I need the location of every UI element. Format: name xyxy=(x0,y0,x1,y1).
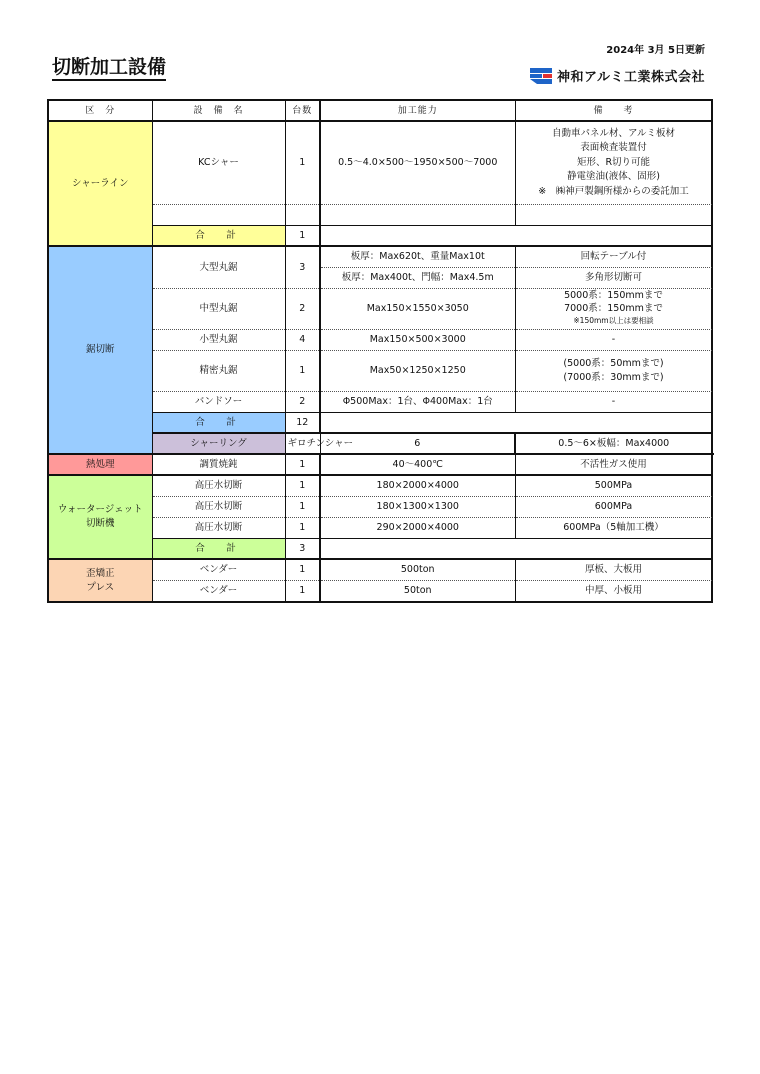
category-heat: 熱処理 xyxy=(48,454,152,475)
equipment-table xyxy=(47,99,713,603)
equipment-capacity: Max150×1550×3050 xyxy=(320,289,515,330)
category-press xyxy=(48,559,152,602)
equipment-count: 6 xyxy=(320,433,515,454)
empty-cell xyxy=(320,205,515,226)
equipment-capacity: 50ton xyxy=(320,581,515,603)
equipment-note: - xyxy=(515,392,712,413)
equipment-count: 1 xyxy=(285,518,320,539)
company-logo-block xyxy=(529,66,705,85)
equipment-capacity: 180×2000×4000 xyxy=(320,475,515,497)
equipment-capacity: 0.5～6×板幅：Max4000 xyxy=(515,433,712,454)
company-name: 神和アルミ工業株式会社 xyxy=(557,70,705,85)
equipment-count: 1 xyxy=(285,497,320,518)
empty-cell xyxy=(320,539,712,560)
total-label: 合 計 xyxy=(152,413,285,434)
total-label: 合 計 xyxy=(152,539,285,560)
equipment-count: 1 xyxy=(285,121,320,205)
equipment-note: 600MPa（5軸加工機） xyxy=(515,518,712,539)
category-line: ウォータージェット xyxy=(57,504,143,515)
equipment-name: 中型丸鋸 xyxy=(152,289,285,330)
equipment-capacity: 500ton xyxy=(320,559,515,581)
equipment-capacity: 290×2000×4000 xyxy=(320,518,515,539)
note-line: 5000系：150mmまで xyxy=(564,290,663,302)
empty-cell xyxy=(320,413,712,434)
empty-cell xyxy=(152,205,285,226)
equipment-count: 3 xyxy=(285,246,320,289)
empty-cell xyxy=(515,205,712,226)
equipment-note xyxy=(515,351,712,392)
category-line: 切断機 xyxy=(85,518,115,529)
equipment-name: 高圧水切断 xyxy=(152,497,285,518)
total-label: 合 計 xyxy=(152,226,285,247)
equipment-note: 600MPa xyxy=(515,497,712,518)
col-header-capacity: 加工能力 xyxy=(320,100,515,121)
equipment-name: バンドソー xyxy=(152,392,285,413)
category-waterjet xyxy=(48,475,152,559)
table-row xyxy=(48,246,712,268)
category-shearing: シャーリング xyxy=(152,433,285,454)
note-line: 自動車パネル材、アルミ板材 xyxy=(551,127,676,139)
empty-cell xyxy=(285,205,320,226)
col-header-notes: 備 考 xyxy=(515,100,712,121)
total-count: 12 xyxy=(285,413,320,434)
equipment-note xyxy=(515,289,712,330)
equipment-name: 精密丸鋸 xyxy=(152,351,285,392)
table-row xyxy=(48,559,712,581)
equipment-count: 1 xyxy=(285,454,320,475)
page-title: 切断加工設備 xyxy=(52,56,166,81)
equipment-name: ベンダー xyxy=(152,559,285,581)
equipment-count: 1 xyxy=(285,475,320,497)
empty-cell xyxy=(320,226,712,247)
total-count: 1 xyxy=(285,226,320,247)
equipment-note: - xyxy=(515,330,712,351)
equipment-count: 1 xyxy=(285,581,320,603)
table-row xyxy=(48,475,712,497)
equipment-capacity: 180×1300×1300 xyxy=(320,497,515,518)
equipment-count: 2 xyxy=(285,392,320,413)
equipment-note: 回転テーブル付 xyxy=(515,246,712,268)
equipment-name: 大型丸鋸 xyxy=(152,246,285,289)
note-line: 表面検査装置付 xyxy=(580,142,647,154)
equipment-note: 500MPa xyxy=(515,475,712,497)
note-line: 7000系：150mmまで xyxy=(564,302,663,314)
equipment-capacity: Φ500Max：1台、Φ400Max：1台 xyxy=(320,392,515,413)
equipment-count: 4 xyxy=(285,330,320,351)
col-header-category: 区 分 xyxy=(48,100,152,121)
equipment-count: 1 xyxy=(285,351,320,392)
note-line: 静電塗油(液体、固形) xyxy=(567,171,660,183)
equipment-name: 高圧水切断 xyxy=(152,475,285,497)
equipment-name: ベンダー xyxy=(152,581,285,603)
update-date: 2024年 3月 5日更新 xyxy=(606,45,705,56)
equipment-capacity: 0.5～4.0×500～1950×500～7000 xyxy=(320,121,515,205)
company-logo-icon xyxy=(529,67,553,85)
category-line: プレス xyxy=(86,581,115,593)
equipment-note: 厚板、大板用 xyxy=(515,559,712,581)
equipment-capacity: Max150×500×3000 xyxy=(320,330,515,351)
equipment-capacity: 板厚：Max620t、重量Max10t xyxy=(320,246,515,268)
equipment-capacity: 板厚：Max400t、門幅：Max4.5m xyxy=(320,268,515,289)
equipment-capacity: 40～400℃ xyxy=(320,454,515,475)
equipment-capacity: Max50×1250×1250 xyxy=(320,351,515,392)
table-row xyxy=(48,121,712,205)
col-header-equipment: 設 備 名 xyxy=(152,100,285,121)
equipment-note: 多角形切断可 xyxy=(515,268,712,289)
table-row xyxy=(48,454,712,475)
equipment-name: ギロチンシャー xyxy=(285,433,320,454)
equipment-name: 小型丸鋸 xyxy=(152,330,285,351)
note-line: (5000系：50mmまで) xyxy=(563,358,664,369)
table-header-row xyxy=(48,100,712,121)
note-line: ※150mm以上は要相談 xyxy=(573,316,654,326)
category-line: 歪矯正 xyxy=(85,567,115,579)
note-line: ※ ㈱神戸製鋼所様からの委託加工 xyxy=(538,185,689,197)
note-line: (7000系：30mmまで) xyxy=(563,372,664,383)
category-shearline: シャーライン xyxy=(48,121,152,246)
col-header-count: 台数 xyxy=(285,100,320,121)
total-count: 3 xyxy=(285,539,320,560)
category-saw: 鋸切断 xyxy=(48,246,152,454)
note-line: 矩形、R切り可能 xyxy=(576,156,651,168)
equipment-name: KCシャー xyxy=(152,121,285,205)
equipment-note xyxy=(515,121,712,205)
equipment-note: 中厚、小板用 xyxy=(515,581,712,603)
equipment-name: 高圧水切断 xyxy=(152,518,285,539)
equipment-name: 調質焼鈍 xyxy=(152,454,285,475)
equipment-count: 2 xyxy=(285,289,320,330)
equipment-note: 不活性ガス使用 xyxy=(515,454,712,475)
equipment-count: 1 xyxy=(285,559,320,581)
